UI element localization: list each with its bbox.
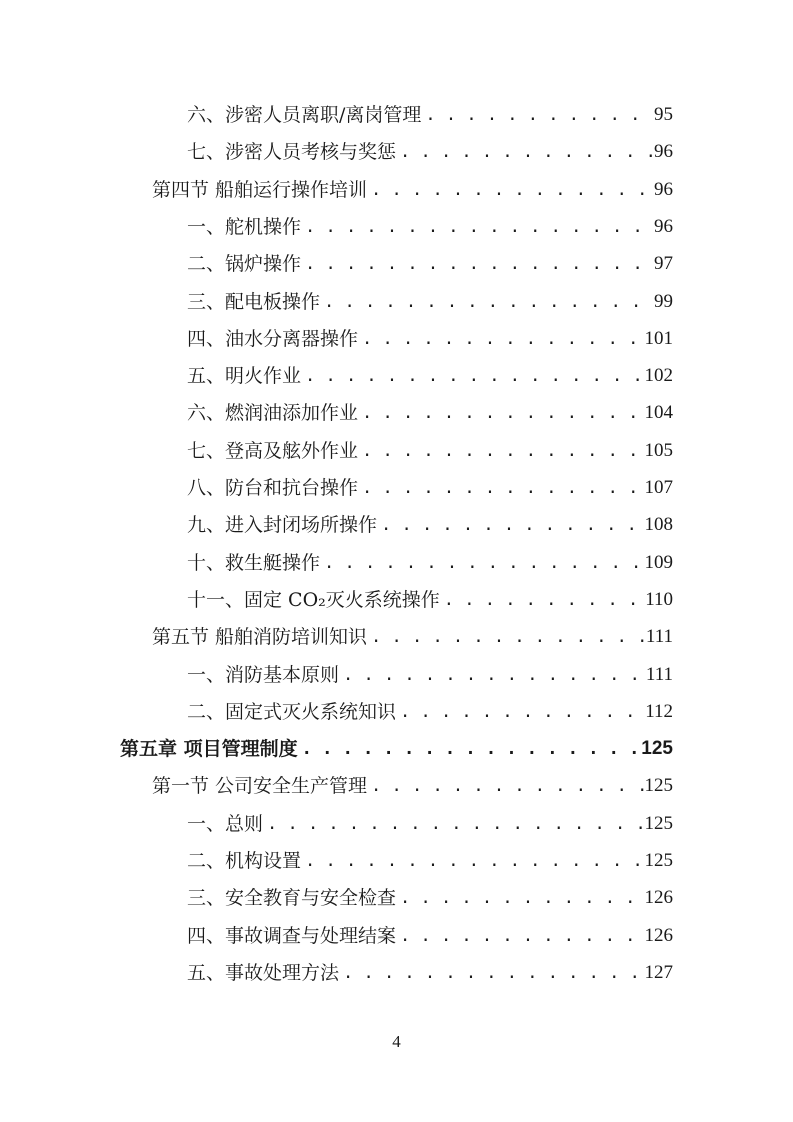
toc-dot-leader (358, 398, 644, 428)
toc-dot-leader (396, 697, 645, 727)
toc-entry-page: 107 (644, 477, 673, 498)
toc-entry-title: 二、机构设置 (187, 850, 302, 872)
toc-dot-leader (358, 324, 644, 354)
toc-entry-title: 一、总则 (187, 812, 264, 835)
toc-entry-page: 97 (654, 253, 673, 275)
toc-item-entry[interactable] (187, 697, 673, 727)
toc-entry-page: 127 (644, 961, 673, 983)
toc-dot-leader (320, 548, 644, 578)
toc-item-entry[interactable] (187, 249, 673, 279)
toc-item-entry[interactable] (187, 510, 673, 540)
toc-item-entry[interactable] (187, 436, 673, 466)
toc-dot-leader (367, 622, 646, 652)
toc-dot-leader (301, 361, 644, 391)
toc-item-entry[interactable] (187, 398, 673, 428)
toc-item-entry[interactable] (187, 958, 673, 988)
toc-item-entry[interactable] (187, 921, 673, 951)
toc-chapter-entry[interactable] (120, 734, 673, 764)
toc-entry-page: 95 (654, 104, 673, 125)
toc-item-entry[interactable] (187, 361, 673, 391)
toc-entry-title: 第四节 船舶运行操作培训 (152, 178, 368, 201)
toc-dot-leader (367, 175, 654, 205)
toc-entry-page: 109 (644, 551, 673, 573)
toc-entry-title: 二、锅炉操作 (187, 253, 302, 276)
toc-entry-page: 99 (654, 290, 673, 312)
toc-dot-leader (358, 473, 644, 503)
toc-item-entry[interactable] (187, 100, 673, 130)
toc-entry-title: 十一、固定 CO₂灭火系统操作 (187, 588, 440, 611)
page-number: 4 (392, 1032, 401, 1051)
toc-dot-leader (396, 921, 644, 951)
toc-entry-title: 十、救生艇操作 (187, 551, 321, 574)
toc-entry-page: 125 (644, 775, 673, 797)
toc-dot-leader (320, 287, 654, 317)
toc-entry-page: 102 (644, 365, 673, 387)
toc-entry-title: 五、事故处理方法 (187, 961, 340, 984)
toc-dot-leader (339, 958, 644, 988)
toc-entry-title: 八、防台和抗台操作 (187, 477, 359, 499)
toc-entry-page: 96 (654, 215, 673, 237)
toc-dot-leader (301, 846, 644, 876)
toc-entry-title: 七、登高及舷外作业 (187, 439, 359, 462)
toc-entry-page: 96 (654, 141, 673, 163)
toc-entry-page: 110 (645, 588, 673, 610)
toc-section-entry[interactable] (152, 771, 673, 801)
toc-entry-page: 105 (644, 439, 673, 461)
toc-entry-title: 第五节 船舶消防培训知识 (152, 626, 368, 649)
toc-entry-title: 第一节 公司安全生产管理 (152, 775, 368, 798)
toc-dot-leader (263, 809, 644, 839)
toc-dot-leader (339, 660, 646, 690)
toc-dot-leader (301, 212, 654, 242)
toc-item-entry[interactable] (187, 660, 673, 690)
toc-dot-leader (396, 137, 654, 167)
toc-entry-page: 125 (641, 738, 673, 760)
toc-item-entry[interactable] (187, 585, 673, 615)
toc-section-entry[interactable] (152, 175, 673, 205)
toc-entry-page: 101 (644, 327, 673, 349)
toc-dot-leader (298, 734, 642, 764)
toc-entry-title: 九、进入封闭场所操作 (187, 514, 378, 537)
toc-entry-page: 104 (644, 402, 673, 424)
toc-dot-leader (301, 249, 654, 279)
toc-entry-page: 125 (644, 850, 673, 871)
toc-entry-title: 四、油水分离器操作 (187, 327, 359, 350)
toc-entry-page: 111 (645, 626, 673, 648)
toc-dot-leader (377, 510, 644, 540)
toc-entry-title: 二、固定式灭火系统知识 (187, 700, 397, 723)
toc-entry-page: 126 (644, 924, 673, 946)
toc-item-entry[interactable] (187, 287, 673, 317)
toc-item-entry[interactable] (187, 137, 673, 167)
toc-entry-page: 125 (644, 812, 673, 834)
toc-entry-title: 第五章 项目管理制度 (120, 738, 298, 761)
toc-dot-leader (440, 585, 645, 615)
toc-item-entry[interactable] (187, 548, 673, 578)
toc-section-entry[interactable] (152, 622, 673, 652)
toc-entry-title: 一、消防基本原则 (187, 663, 340, 686)
toc-entry-page: 108 (644, 514, 673, 536)
toc-dot-leader (367, 771, 644, 801)
toc-entry-title: 六、涉密人员离职/离岗管理 (187, 104, 422, 126)
toc-item-entry[interactable] (187, 883, 673, 913)
toc-dot-leader (421, 100, 654, 130)
toc-dot-leader (358, 436, 644, 466)
toc-entry-page: 111 (645, 663, 673, 685)
toc-entry-title: 三、配电板操作 (187, 290, 321, 313)
toc-item-entry[interactable] (187, 846, 673, 876)
toc-entry-title: 七、涉密人员考核与奖惩 (187, 141, 397, 164)
toc-entry-page: 96 (654, 178, 673, 200)
toc-entry-title: 四、事故调查与处理结案 (187, 924, 397, 947)
toc-dot-leader (396, 883, 644, 913)
toc-item-entry[interactable] (187, 212, 673, 242)
toc-entry-title: 六、燃润油添加作业 (187, 402, 359, 425)
toc-entry-page: 112 (645, 700, 673, 722)
toc-entry-title: 一、舵机操作 (187, 215, 302, 238)
toc-entry-page: 126 (644, 887, 673, 909)
toc-entry-title: 三、安全教育与安全检查 (187, 887, 397, 910)
toc-item-entry[interactable] (187, 473, 673, 503)
toc-entry-title: 五、明火作业 (187, 365, 302, 388)
toc-item-entry[interactable] (187, 809, 673, 839)
toc-item-entry[interactable] (187, 324, 673, 354)
